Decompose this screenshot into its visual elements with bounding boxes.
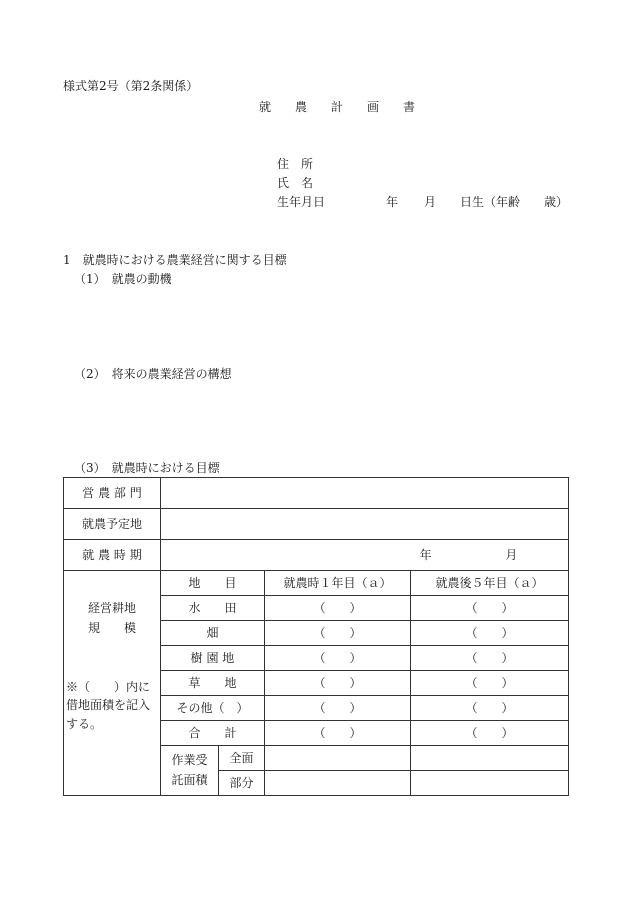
page-title: 就 農 計 画 書: [259, 100, 422, 114]
year1-cell[interactable]: （ ）: [265, 646, 411, 671]
year1-cell[interactable]: （ ）: [265, 696, 411, 721]
contract-partial-label: 部分: [219, 771, 265, 796]
year5-cell[interactable]: （ ）: [411, 671, 569, 696]
col-category-header: 地 目: [161, 571, 265, 596]
contract-partial-year1[interactable]: [265, 771, 411, 796]
year5-cell[interactable]: （ ）: [411, 696, 569, 721]
birth-month-label: 月: [424, 195, 437, 209]
land-type: 草 地: [161, 671, 265, 696]
land-type: 樹 園 地: [161, 646, 265, 671]
year1-cell[interactable]: （ ）: [265, 621, 411, 646]
contract-label-1: 作業受: [171, 753, 208, 768]
future-plan-heading: （2） 将来の農業経営の構想: [74, 367, 232, 381]
farm-scale-note: ※（ ）内に借地面積を記入する。: [66, 679, 151, 731]
period-year: 年: [419, 547, 432, 562]
birthdate-label: 生年月日: [277, 195, 326, 209]
year1-cell[interactable]: （ ）: [265, 671, 411, 696]
business-label: 営 農 部 門: [64, 478, 161, 509]
contract-label-2: 託面積: [171, 772, 208, 787]
scale-header-row: [64, 571, 569, 596]
year5-cell[interactable]: （ ）: [411, 596, 569, 621]
year5-cell[interactable]: （ ）: [411, 646, 569, 671]
business-value[interactable]: [161, 478, 569, 509]
targets-heading: （3） 就農時における目標: [74, 461, 220, 475]
contract-full-year5[interactable]: [411, 746, 569, 771]
year5-cell[interactable]: （ ）: [411, 621, 569, 646]
motivation-heading: （1） 就農の動機: [74, 272, 172, 286]
location-value[interactable]: [161, 509, 569, 540]
contract-label: [161, 746, 219, 796]
year5-cell[interactable]: （ ）: [411, 721, 569, 746]
location-row: [64, 509, 569, 540]
period-row: [64, 540, 569, 571]
year1-cell[interactable]: （ ）: [265, 596, 411, 621]
farm-scale-label-2: 規 模: [87, 621, 136, 636]
name-label: 氏 名: [277, 176, 314, 190]
location-label: 就農予定地: [64, 509, 161, 540]
contract-full-year1[interactable]: [265, 746, 411, 771]
business-row: [64, 478, 569, 509]
form-number: 様式第2号（第2条関係）: [63, 79, 199, 93]
period-label: 就 農 時 期: [64, 540, 161, 571]
year1-cell[interactable]: （ ）: [265, 721, 411, 746]
land-type: 畑: [161, 621, 265, 646]
land-type: 合 計: [161, 721, 265, 746]
land-type: その他（ ）: [161, 696, 265, 721]
birth-year-label: 年: [386, 195, 399, 209]
contract-partial-year5[interactable]: [411, 771, 569, 796]
land-type: 水 田: [161, 596, 265, 621]
farm-scale-label-1: 経営耕地: [87, 601, 136, 615]
targets-table: [63, 477, 569, 796]
section1-heading: 1 就農時における農業経営に関する目標: [63, 253, 287, 267]
period-value[interactable]: [161, 540, 569, 571]
birth-day-age-label: 日生（年齢 歳）: [460, 195, 569, 209]
address-label: 住 所: [277, 157, 314, 171]
contract-full-label: 全面: [219, 746, 265, 771]
col-year1-header: 就農時１年目（ａ）: [265, 571, 411, 596]
col-year5-header: 就農後５年目（ａ）: [411, 571, 569, 596]
period-month: 月: [505, 547, 518, 562]
farm-scale-cell: [64, 571, 161, 796]
